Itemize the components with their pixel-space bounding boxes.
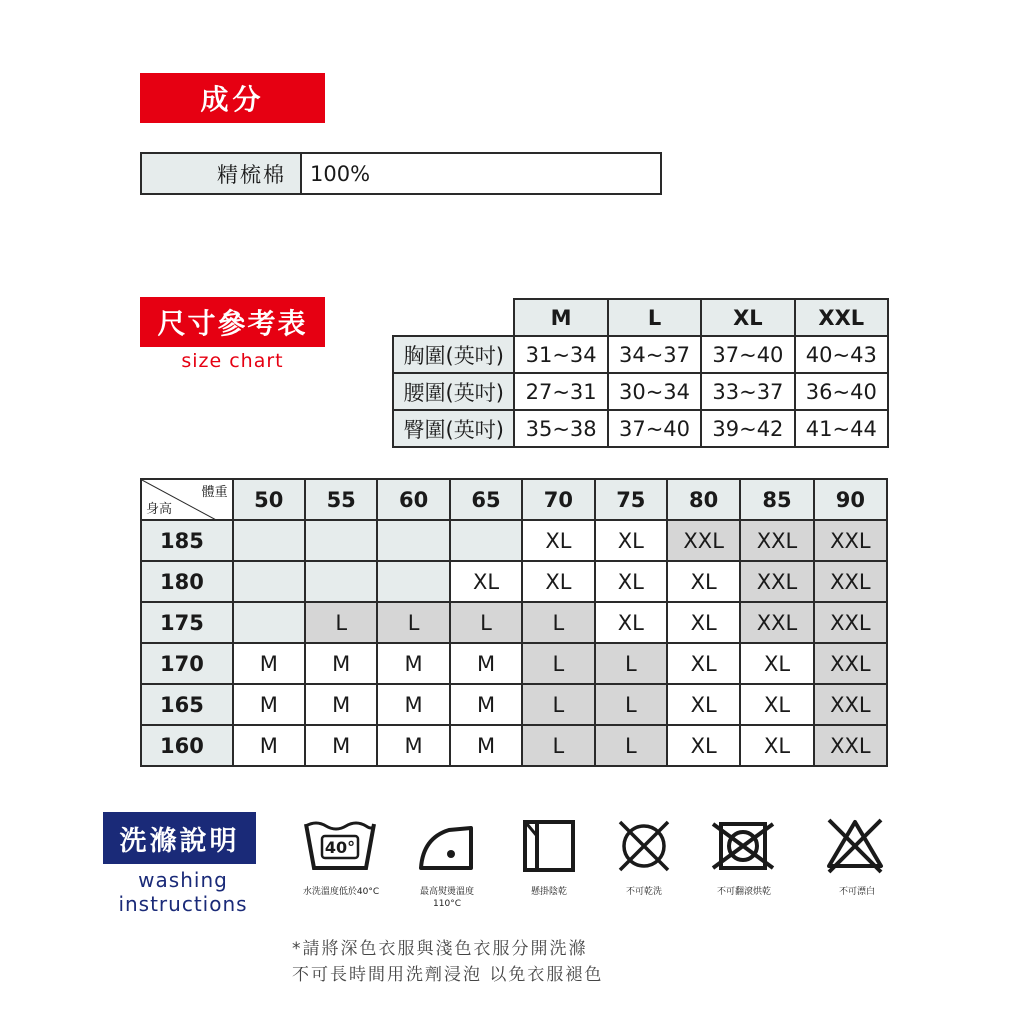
size-cell — [305, 561, 377, 602]
size-cell: M — [305, 725, 377, 766]
height-header: 185 — [141, 520, 233, 561]
size-cell: XXL — [814, 520, 887, 561]
size-cell: XXL — [814, 561, 887, 602]
composition-title: 成分 — [140, 73, 325, 123]
size-cell: M — [233, 725, 305, 766]
size-cell: XL — [740, 725, 813, 766]
weight-header: 55 — [305, 479, 377, 520]
measure-cell: 27~31 — [514, 373, 607, 410]
measure-label: 臀圍(英吋) — [393, 410, 514, 447]
size-cell: M — [233, 643, 305, 684]
size-cell: XL — [740, 643, 813, 684]
height-header: 170 — [141, 643, 233, 684]
size-cell: L — [522, 643, 594, 684]
care-label-iron — [392, 886, 502, 910]
weight-header: 50 — [233, 479, 305, 520]
size-table-corner — [393, 299, 514, 336]
washing-subtitle — [103, 868, 263, 916]
measure-cell: 36~40 — [795, 373, 888, 410]
size-cell: L — [305, 602, 377, 643]
table-row — [141, 725, 887, 766]
hang-dry-icon — [521, 818, 577, 874]
size-cell: XXL — [740, 602, 813, 643]
size-cell: XL — [667, 602, 740, 643]
size-cell: XL — [450, 561, 522, 602]
size-cell: M — [377, 684, 449, 725]
care-label-text: 懸掛陰乾 — [530, 887, 567, 897]
material-value: 100% — [301, 153, 661, 194]
measure-label: 胸圍(英吋) — [393, 336, 514, 373]
size-header: XL — [701, 299, 794, 336]
size-cell — [233, 602, 305, 643]
measure-cell: 31~34 — [514, 336, 607, 373]
size-cell: XL — [667, 561, 740, 602]
size-cell: M — [377, 725, 449, 766]
wash-tub-40-icon — [302, 818, 378, 874]
care-label-text: 不可翻滾烘乾 — [716, 887, 771, 897]
weight-header: 85 — [740, 479, 813, 520]
washing-subtitle-line2: instructions — [118, 892, 248, 916]
weight-header: 75 — [595, 479, 667, 520]
size-chart-title: 尺寸參考表 — [140, 297, 325, 347]
size-cell: M — [450, 643, 522, 684]
size-chart-subtitle: size chart — [181, 350, 284, 372]
care-label-text: 不可漂白 — [838, 887, 875, 897]
size-cell: L — [450, 602, 522, 643]
size-cell: XL — [740, 684, 813, 725]
measure-cell: 37~40 — [701, 336, 794, 373]
size-cell: M — [233, 684, 305, 725]
height-header: 180 — [141, 561, 233, 602]
measure-cell: 30~34 — [608, 373, 701, 410]
size-cell: L — [595, 684, 667, 725]
size-cell: L — [522, 725, 594, 766]
height-header: 160 — [141, 725, 233, 766]
size-cell: XXL — [814, 725, 887, 766]
care-label-text: 最高熨燙溫度 — [419, 887, 474, 897]
measure-cell: 41~44 — [795, 410, 888, 447]
no-tumble-dry-icon — [711, 818, 775, 874]
size-cell: M — [305, 643, 377, 684]
care-label-hang — [497, 886, 601, 898]
material-label: 精梳棉 — [141, 153, 301, 194]
size-header: XXL — [795, 299, 888, 336]
weight-header: 60 — [377, 479, 449, 520]
iron-icon — [415, 818, 477, 874]
measure-cell: 37~40 — [608, 410, 701, 447]
washing-note-line1: *請將深色衣服與淺色衣服分開洗滌 — [292, 939, 588, 959]
measure-label: 腰圍(英吋) — [393, 373, 514, 410]
size-cell: L — [595, 725, 667, 766]
size-cell: L — [377, 602, 449, 643]
size-cell — [305, 520, 377, 561]
care-label-text: 水洗溫度低於40°C — [302, 887, 380, 897]
care-label-no-tumble — [692, 886, 796, 898]
size-cell: XXL — [814, 602, 887, 643]
table-corner — [141, 479, 233, 520]
size-cell — [377, 520, 449, 561]
tub-temp-text: 40° — [324, 838, 356, 857]
size-cell: M — [450, 684, 522, 725]
measure-cell: 34~37 — [608, 336, 701, 373]
weight-header: 65 — [450, 479, 522, 520]
size-chart-table — [392, 298, 889, 448]
size-cell: XL — [522, 520, 594, 561]
size-cell: XL — [667, 725, 740, 766]
size-cell — [377, 561, 449, 602]
care-label-text-2: 110°C — [433, 899, 461, 909]
table-row — [141, 602, 887, 643]
size-cell: XL — [595, 520, 667, 561]
measure-cell: 40~43 — [795, 336, 888, 373]
size-header: L — [608, 299, 701, 336]
weight-header: 70 — [522, 479, 594, 520]
care-label-text: 不可乾洗 — [625, 887, 662, 897]
size-cell: XL — [667, 684, 740, 725]
size-cell: XL — [595, 602, 667, 643]
weight-header: 80 — [667, 479, 740, 520]
size-cell: XXL — [667, 520, 740, 561]
size-cell: XXL — [740, 561, 813, 602]
height-header: 175 — [141, 602, 233, 643]
size-cell — [233, 561, 305, 602]
measure-cell: 35~38 — [514, 410, 607, 447]
measure-cell: 39~42 — [701, 410, 794, 447]
size-cell: XL — [522, 561, 594, 602]
washing-note-line2: 不可長時間用洗劑浸泡 以免衣服褪色 — [292, 965, 604, 985]
washing-title: 洗滌說明 — [103, 812, 256, 864]
no-bleach-icon — [823, 816, 887, 876]
size-cell: L — [595, 643, 667, 684]
size-cell: L — [522, 602, 594, 643]
size-cell: XXL — [814, 643, 887, 684]
table-row — [141, 684, 887, 725]
height-axis-label: 身高 — [146, 502, 173, 517]
size-cell — [233, 520, 305, 561]
weight-header: 90 — [814, 479, 887, 520]
size-header: M — [514, 299, 607, 336]
weight-height-table — [140, 478, 888, 767]
size-cell — [450, 520, 522, 561]
size-cell: L — [522, 684, 594, 725]
weight-axis-label: 體重 — [201, 485, 228, 500]
table-row — [141, 561, 887, 602]
no-dry-clean-icon — [615, 818, 673, 874]
table-row — [141, 643, 887, 684]
size-cell: XXL — [814, 684, 887, 725]
composition-table — [140, 152, 662, 195]
washing-subtitle-line1: washing — [138, 868, 228, 892]
size-cell: M — [377, 643, 449, 684]
care-label-wash — [286, 886, 396, 898]
size-cell: XL — [667, 643, 740, 684]
measure-cell: 33~37 — [701, 373, 794, 410]
height-header: 165 — [141, 684, 233, 725]
size-cell: M — [305, 684, 377, 725]
care-label-no-bleach — [805, 886, 909, 898]
size-cell: XXL — [740, 520, 813, 561]
table-row — [141, 520, 887, 561]
care-label-no-dry-clean — [592, 886, 696, 898]
size-cell: XL — [595, 561, 667, 602]
size-cell: M — [450, 725, 522, 766]
